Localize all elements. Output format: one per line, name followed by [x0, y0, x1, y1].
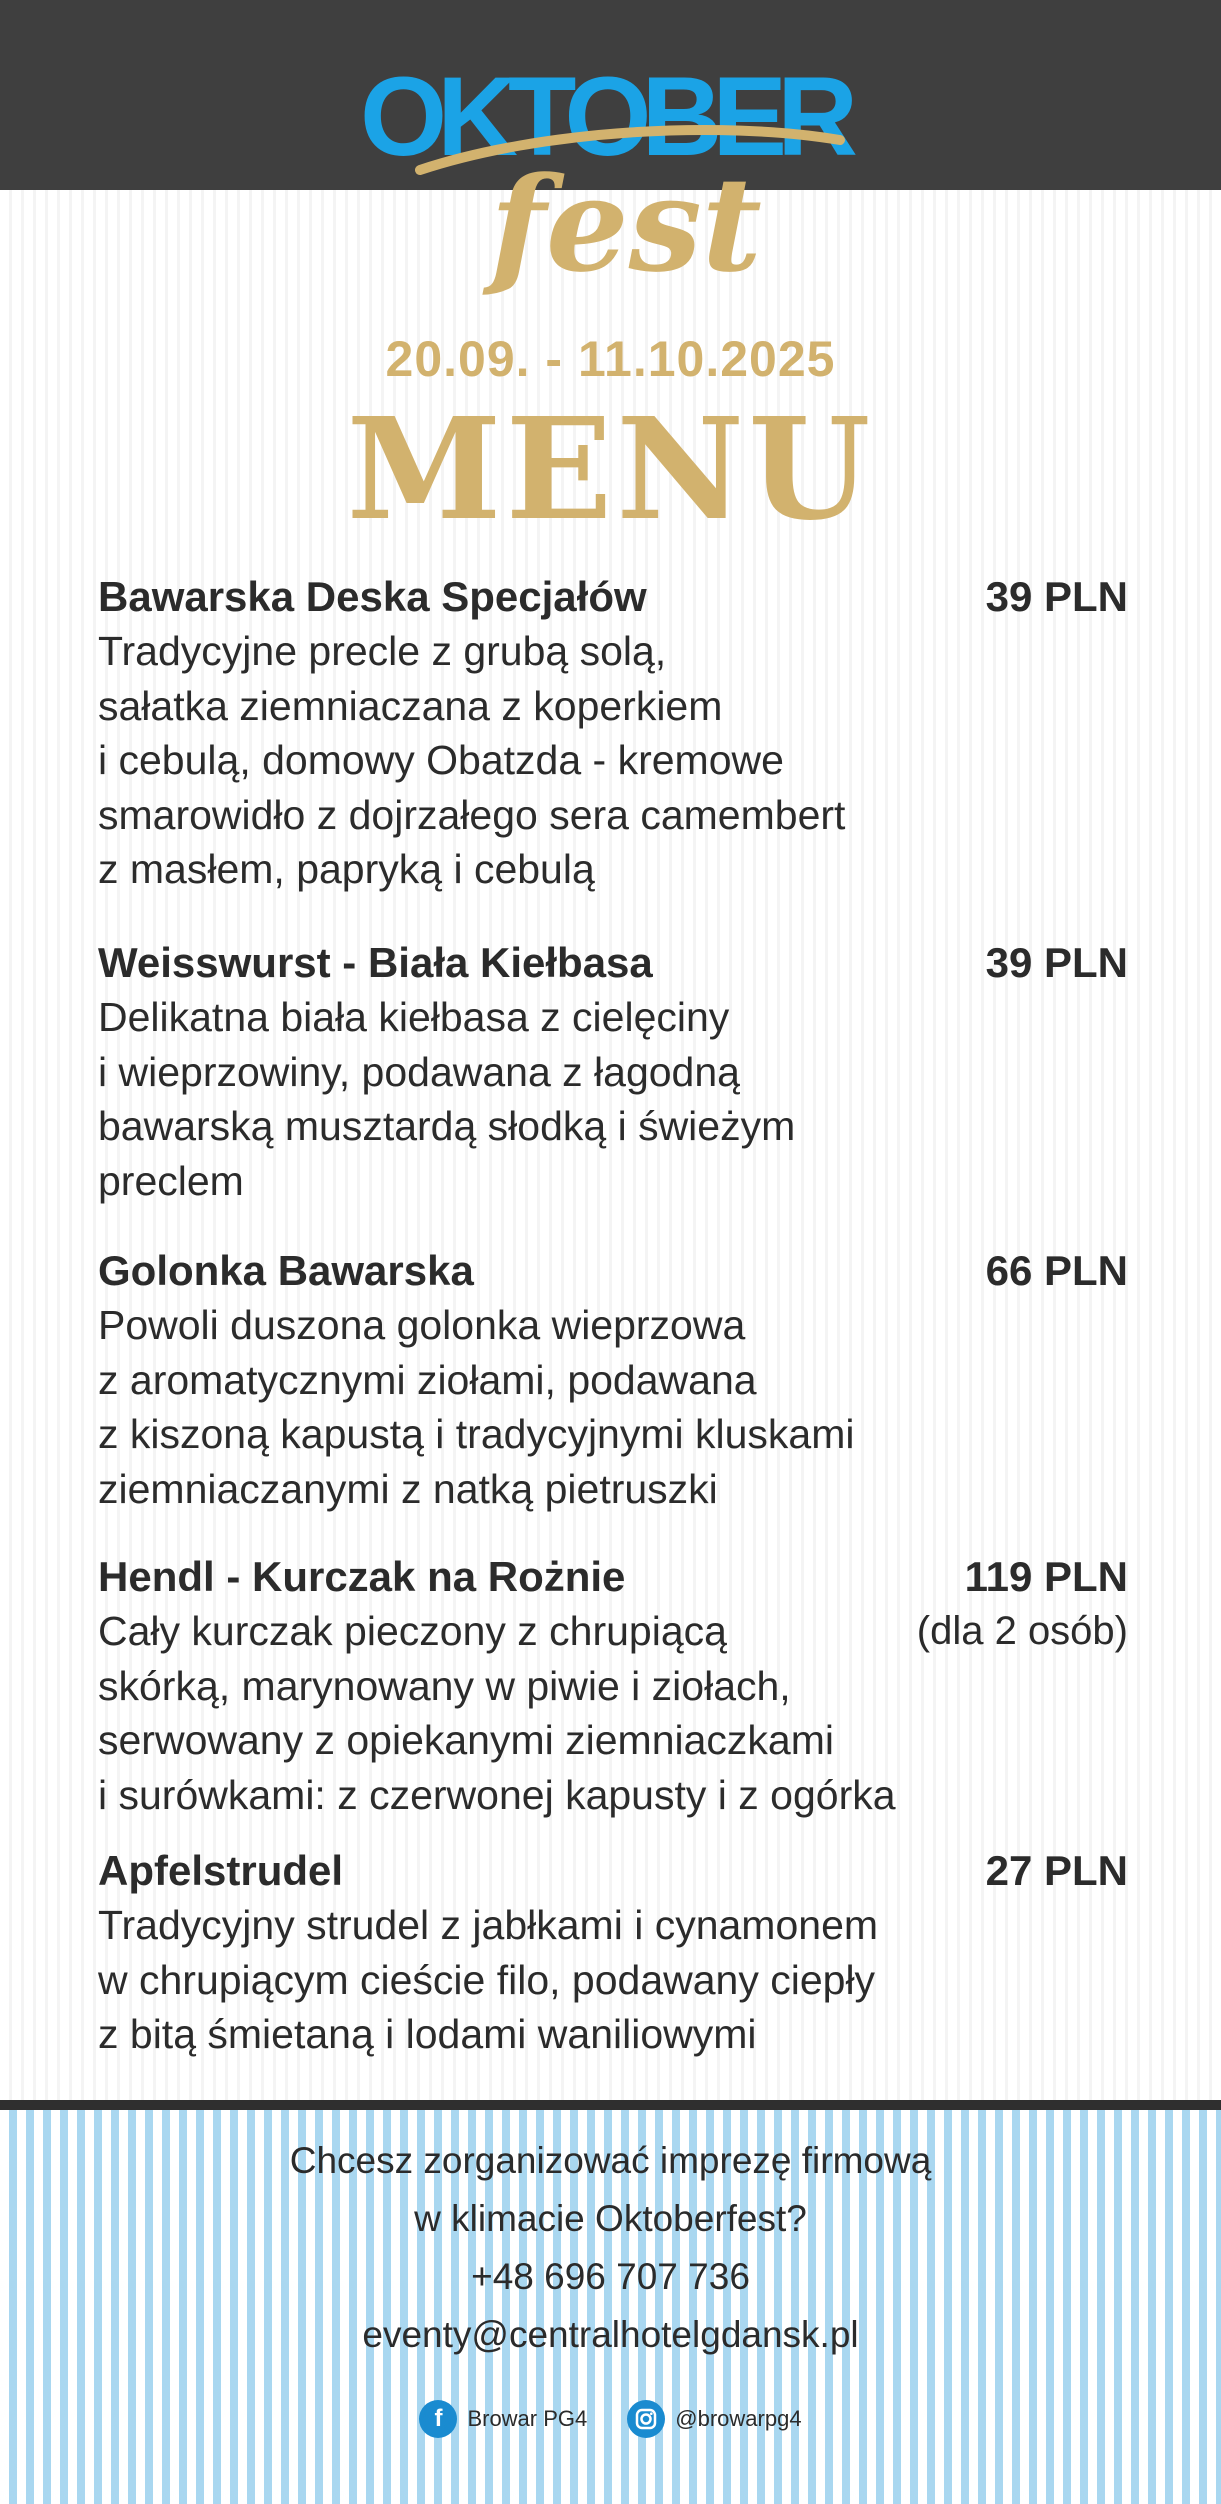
footer	[0, 2110, 1221, 2504]
desc-line: bawarską musztardą słodką i świeżym	[98, 1103, 796, 1149]
item-price: 39 PLN	[985, 573, 1128, 620]
desc-line: Cały kurczak pieczony z chrupiącą	[98, 1608, 727, 1654]
item-price: 66 PLN	[985, 1247, 1128, 1294]
item-price: 119 PLN	[964, 1553, 1128, 1600]
instagram-label: @browarpg4	[675, 2406, 802, 2431]
item-name: Apfelstrudel	[98, 1847, 344, 1894]
desc-line: i surówkami: z czerwonej kapusty i z ogórka	[98, 1771, 896, 1818]
desc-line: i cebulą, domowy Obatzda - kremowe	[98, 737, 784, 783]
item-description	[98, 1604, 1018, 1822]
instagram-icon	[627, 2400, 665, 2438]
desc-line: z masłem, papryką i cebulą	[98, 846, 595, 892]
footer-contact	[0, 2132, 1221, 2364]
instagram-link[interactable]	[627, 2400, 801, 2438]
footer-line: Chcesz zorganizować imprezę firmową	[289, 2140, 932, 2181]
oktoberfest-logo	[360, 54, 880, 320]
desc-line: Delikatna biała kiełbasa z cielęciny	[98, 994, 730, 1040]
logo-word: OKTOBER	[360, 54, 848, 179]
desc-line: sałatka ziemniaczana z koperkiem	[98, 682, 723, 729]
phone-number[interactable]: +48 696 707 736	[471, 2256, 750, 2297]
item-name: Bawarska Deska Specjałów	[98, 573, 647, 620]
item-name: Golonka Bawarska	[98, 1247, 474, 1294]
item-price: 39 PLN	[985, 939, 1128, 986]
facebook-icon: f	[419, 2400, 457, 2438]
menu-title: MENU	[346, 388, 875, 552]
menu-item	[98, 570, 1128, 897]
item-name: Hendl - Kurczak na Rożnie	[98, 1553, 626, 1600]
menu-item	[98, 1550, 1128, 1822]
item-description	[98, 624, 1018, 897]
desc-line: preclem	[98, 1157, 244, 1204]
item-description	[98, 1298, 1018, 1516]
footer-divider	[0, 2100, 1221, 2110]
facebook-link[interactable]	[419, 2400, 587, 2438]
item-name: Weisswurst - Biała Kiełbasa	[98, 939, 653, 986]
desc-line: skórką, marynowany w piwie i ziołach,	[98, 1662, 791, 1709]
desc-line: Powoli duszona golonka wieprzowa	[98, 1302, 746, 1348]
item-price: 27 PLN	[985, 1847, 1128, 1894]
menu-item	[98, 1844, 1128, 2062]
event-dates: 20.09. - 11.10.2025	[385, 331, 836, 387]
item-description	[98, 990, 1018, 1208]
item-note: (dla 2 osób)	[916, 1609, 1128, 1653]
desc-line: ziemniaczanymi z natką pietruszki	[98, 1465, 718, 1512]
desc-line: z kiszoną kapustą i tradycyjnymi kluskami	[98, 1411, 855, 1457]
desc-line: w chrupiącym cieście filo, podawany ciepły	[98, 1956, 876, 2003]
item-description	[98, 1898, 1018, 2062]
menu-item	[98, 1244, 1128, 1516]
menu-item	[98, 936, 1128, 1208]
desc-line: Tradycyjne precle z grubą solą,	[98, 628, 667, 674]
desc-line: i wieprzowiny, podawana z łagodną	[98, 1048, 740, 1095]
social-links	[0, 2400, 1221, 2438]
facebook-label: Browar PG4	[467, 2406, 588, 2431]
desc-line: serwowany z opiekanymi ziemniaczkami	[98, 1717, 834, 1763]
email-link[interactable]: eventy@centralhotelgdansk.pl	[362, 2314, 859, 2355]
desc-line: smarowidło z dojrzałego sera camembert	[98, 791, 846, 838]
desc-line: Tradycyjny strudel z jabłkami i cynamonem	[98, 1902, 879, 1948]
footer-line: w klimacie Oktoberfest?	[414, 2198, 807, 2239]
desc-line: z aromatycznymi ziołami, podawana	[98, 1356, 757, 1403]
logo-script: fest	[490, 148, 762, 301]
desc-line: z bitą śmietaną i lodami waniliowymi	[98, 2011, 757, 2057]
